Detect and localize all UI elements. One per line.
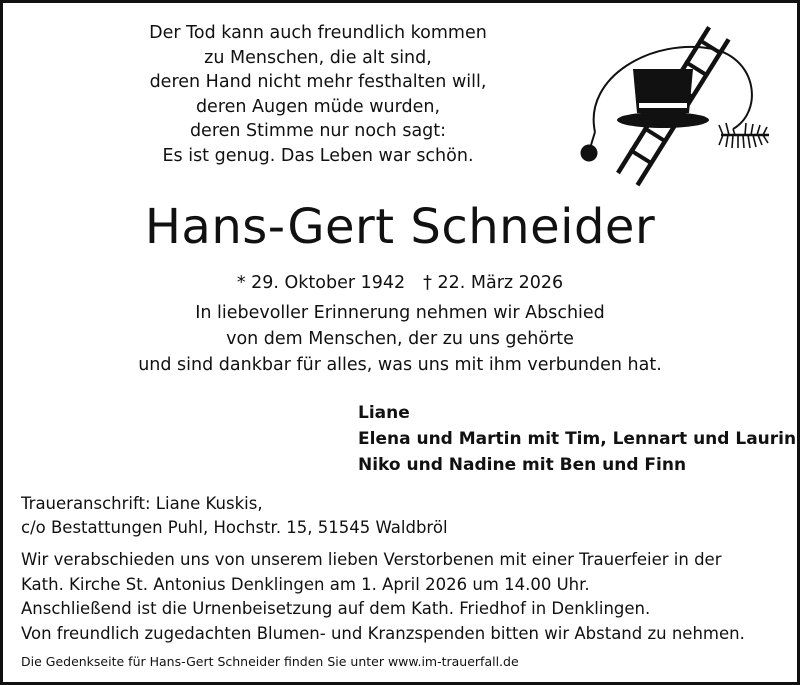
mourning-address [21,492,448,540]
sweep-ball-icon [581,145,598,162]
chimney-sweep-emblem-icon [573,17,773,197]
poem-line: deren Augen müde wurden, [195,96,441,117]
remembrance-line: und sind dankbar für alles, was uns mit ihm verbunden hat. [138,355,662,375]
remembrance-line: von dem Menschen, der zu uns gehörte [226,329,574,349]
life-dates [3,271,797,295]
ceremony-line: Kath. Kirche St. Antonius Denklingen am 1. April 2026 um 14.00 Uhr. [21,574,590,594]
address-line: Traueranschrift: Liane Kuskis, [21,494,263,513]
mourners-list [358,400,796,478]
poem [98,21,538,168]
top-hat-icon [617,69,709,128]
mourner-entry: Niko und Nadine mit Ben und Finn [358,455,687,475]
remembrance-line: In liebevoller Erinnerung nehmen wir Abschied [195,303,605,323]
poem-line: Der Tod kann auch freundlich kommen [149,23,487,43]
ceremony-line: Wir verabschieden uns von unserem lieben Verstorbenen mit einer Trauerfeier in der [21,550,722,569]
poem-line: deren Stimme nur noch sagt: [189,121,447,141]
memorial-page-footer: Die Gedenkseite für Hans-Gert Schneider finden Sie unter www.im-trauerfall.de [21,654,519,669]
ceremony-line: Von freundlich zugedachten Blumen- und Kranzspenden bitten wir Abstand zu nehmen. [21,623,745,643]
ceremony-details [21,548,745,646]
address-line: c/o Bestattungen Puhl, Hochstr. 15, 51545 Waldbröl [21,518,448,537]
poem-line: deren Hand nicht mehr festhalten will, [149,72,487,92]
death-date: † 22. März 2026 [423,273,564,293]
deceased-name: Hans-Gert Schneider [144,199,656,255]
mourner-entry: Elena und Martin mit Tim, Lennart und Laurin [358,429,797,449]
ceremony-line: Anschließend ist die Urnenbeisetzung auf dem Kath. Friedhof in Denklingen. [21,599,651,618]
remembrance-text [3,300,797,378]
sweep-brush-icon [719,123,769,148]
birth-date: * 29. Oktober 1942 [236,273,406,293]
mourner-entry: Liane [358,403,410,423]
poem-line: Es ist genug. Das Leben war schön. [162,145,474,166]
poem-line: zu Menschen, die alt sind, [204,47,432,68]
